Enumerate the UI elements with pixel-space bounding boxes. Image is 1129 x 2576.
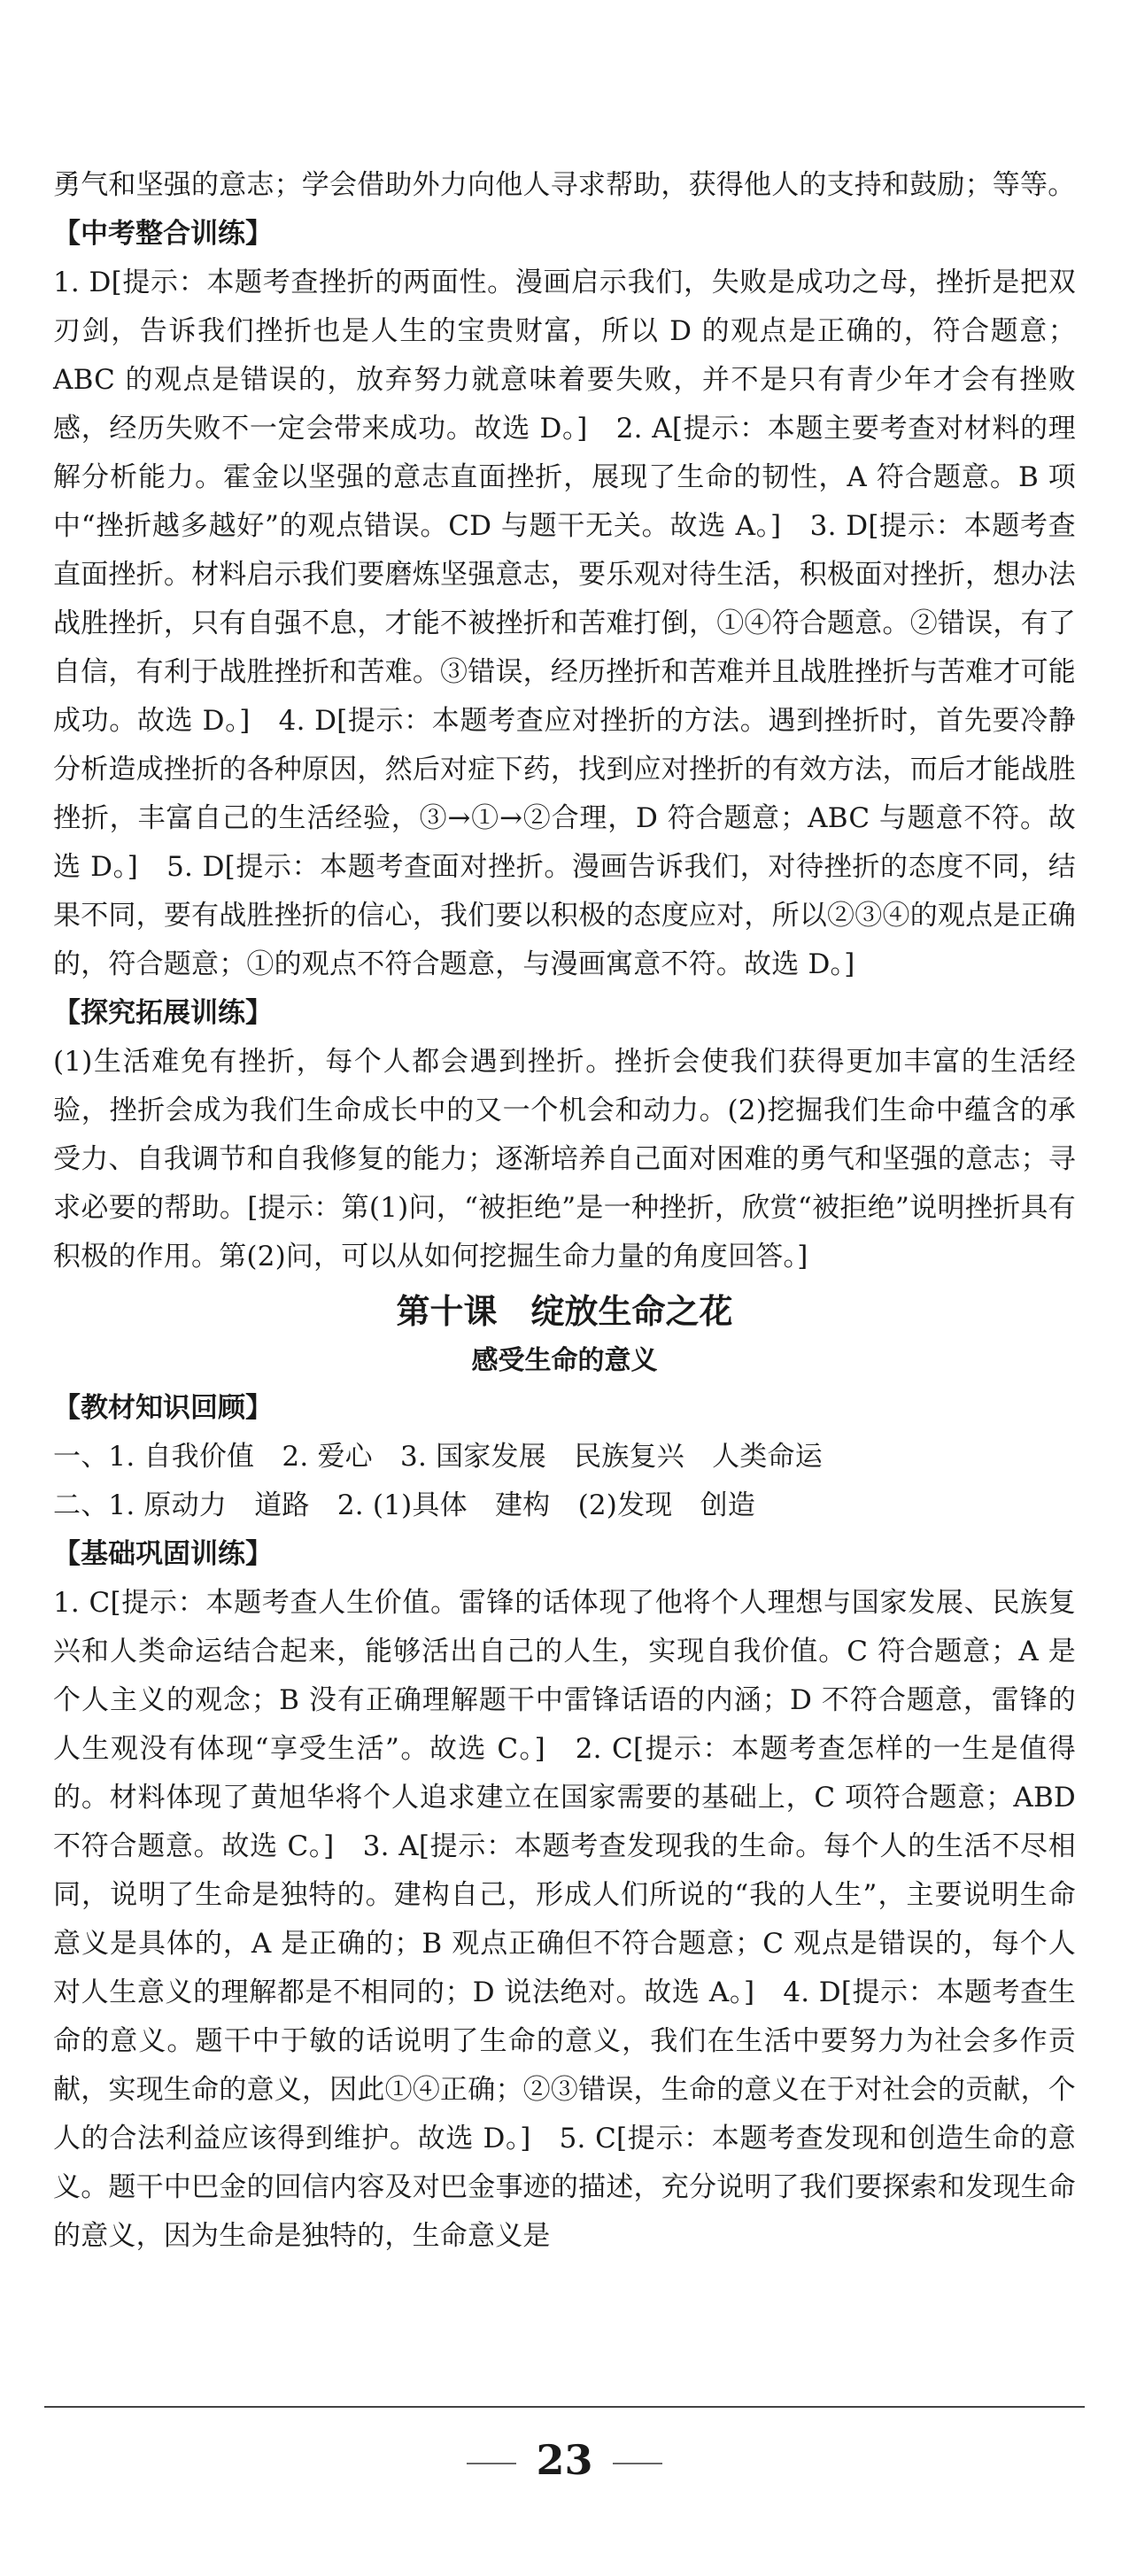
footer-dash-left [467,2463,516,2464]
heading-exam-integration: 【中考整合训练】 [53,218,273,250]
page-number: 23 [536,2436,593,2484]
heading-basic-consolidation: 【基础巩固训练】 [53,1538,273,1570]
heading-inquiry-extension: 【探究拓展训练】 [53,997,273,1029]
section-title: 感受生命的意义 [471,1345,658,1376]
lesson-title: 第十课 绽放生命之花 [396,1292,733,1331]
answer-content [53,161,1076,2261]
footer-dash-right [613,2463,662,2464]
review-line-1: 一、1. 自我价值 2. 爱心 3. 国家发展 民族复兴 人类命运 [53,1441,823,1473]
page-footer [0,2433,1129,2487]
paragraph-basic-answers: 1. C[提示：本题考查人生价值。雷锋的话体现了他将个人理想与国家发展、民族复兴和人类命运结合起来，能够活出自己的人生，实现自我价值。C 符合题意；A 是个人主义的观念；B 没有正确理解题干中雷锋话语的内涵；D 不符合题意，雷锋的人生观没有体现“享受生活”。故选 C。] 2. C[提示：本题考查怎样的一生是值得的。材料体现了黄旭华将个人追求建立在国家需要的基础上，C 项符合题意；ABD 不符合题意。故选 C。] 3. A[提示：本题考查发现我的生命。每个人的生活不尽相同，说明了生命是独特的。建构自己，形成人们所说的“我的人生”，主要说明生命意义是具体的，A 是正确的；B 观点正确但不符合题意；C 观点是错误的，每个人对人生意义的理解都是不相同的；D 说法绝对。故选 A。] 4. D[提示：本题考查生命的意义。题干中于敏的话说明了生命的意义，我们在生活中要努力为社会多作贡献，实现生命的意义，因此①④正确；②③错误，生命的意义在于对社会的贡献，个人的合法利益应该得到维护。故选 D。] 5. C[提示：本题考查发现和创造生命的意义。题干中巴金的回信内容及对巴金事迹的描述，充分说明了我们要探索和发现生命的意义，因为生命是独特的，生命意义是 [53,1587,1076,2252]
paragraph-continued: 勇气和坚强的意志；学会借助外力向他人寻求帮助，获得他人的支持和鼓励；等等。 [53,169,1076,201]
paragraph-inquiry-answers: (1)生活难免有挫折，每个人都会遇到挫折。挫折会使我们获得更加丰富的生活经验，挫折会成为我们生命成长中的又一个机会和动力。(2)挖掘我们生命中蕴含的承受力、自我调节和自我修复的能力；逐渐培养自己面对困难的勇气和坚强的意志；寻求必要的帮助。[提示：第(1)问，“被拒绝”是一种挫折，欣赏“被拒绝”说明挫折具有积极的作用。第(2)问，可以从如何挖掘生命力量的角度回答。] [53,1046,1076,1273]
review-line-2: 二、1. 原动力 道路 2. (1)具体 建构 (2)发现 创造 [53,1489,756,1521]
heading-knowledge-review: 【教材知识回顾】 [53,1392,273,1424]
bottom-divider [44,2406,1085,2408]
paragraph-exam-answers: 1. D[提示：本题考查挫折的两面性。漫画启示我们，失败是成功之母，挫折是把双刃剑，告诉我们挫折也是人生的宝贵财富，所以 D 的观点是正确的，符合题意；ABC 的观点是错误的，放弃努力就意味着要失败，并不是只有青少年才会有挫败感，经历失败不一定会带来成功。故选 D。] 2. A[提示：本题主要考查对材料的理解分析能力。霍金以坚强的意志直面挫折，展现了生命的韧性，A 符合题意。B 项中“挫折越多越好”的观点错误。CD 与题干无关。故选 A。] 3. D[提示：本题考查直面挫折。材料启示我们要磨炼坚强意志，要乐观对待生活，积极面对挫折，想办法战胜挫折，只有自强不息，才能不被挫折和苦难打倒，①④符合题意。②错误，有了自信，有利于战胜挫折和苦难。③错误，经历挫折和苦难并且战胜挫折与苦难才可能成功。故选 D。] 4. D[提示：本题考查应对挫折的方法。遇到挫折时，首先要冷静分析造成挫折的各种原因，然后对症下药，找到应对挫折的有效方法，而后才能战胜挫折，丰富自己的生活经验，③→①→②合理，D 符合题意；ABC 与题意不符。故选 D。] 5. D[提示：本题考查面对挫折。漫画告诉我们，对待挫折的态度不同，结果不同，要有战胜挫折的信心，我们要以积极的态度应对，所以②③④的观点是正确的，符合题意；①的观点不符合题意，与漫画寓意不符。故选 D。] [53,267,1076,980]
